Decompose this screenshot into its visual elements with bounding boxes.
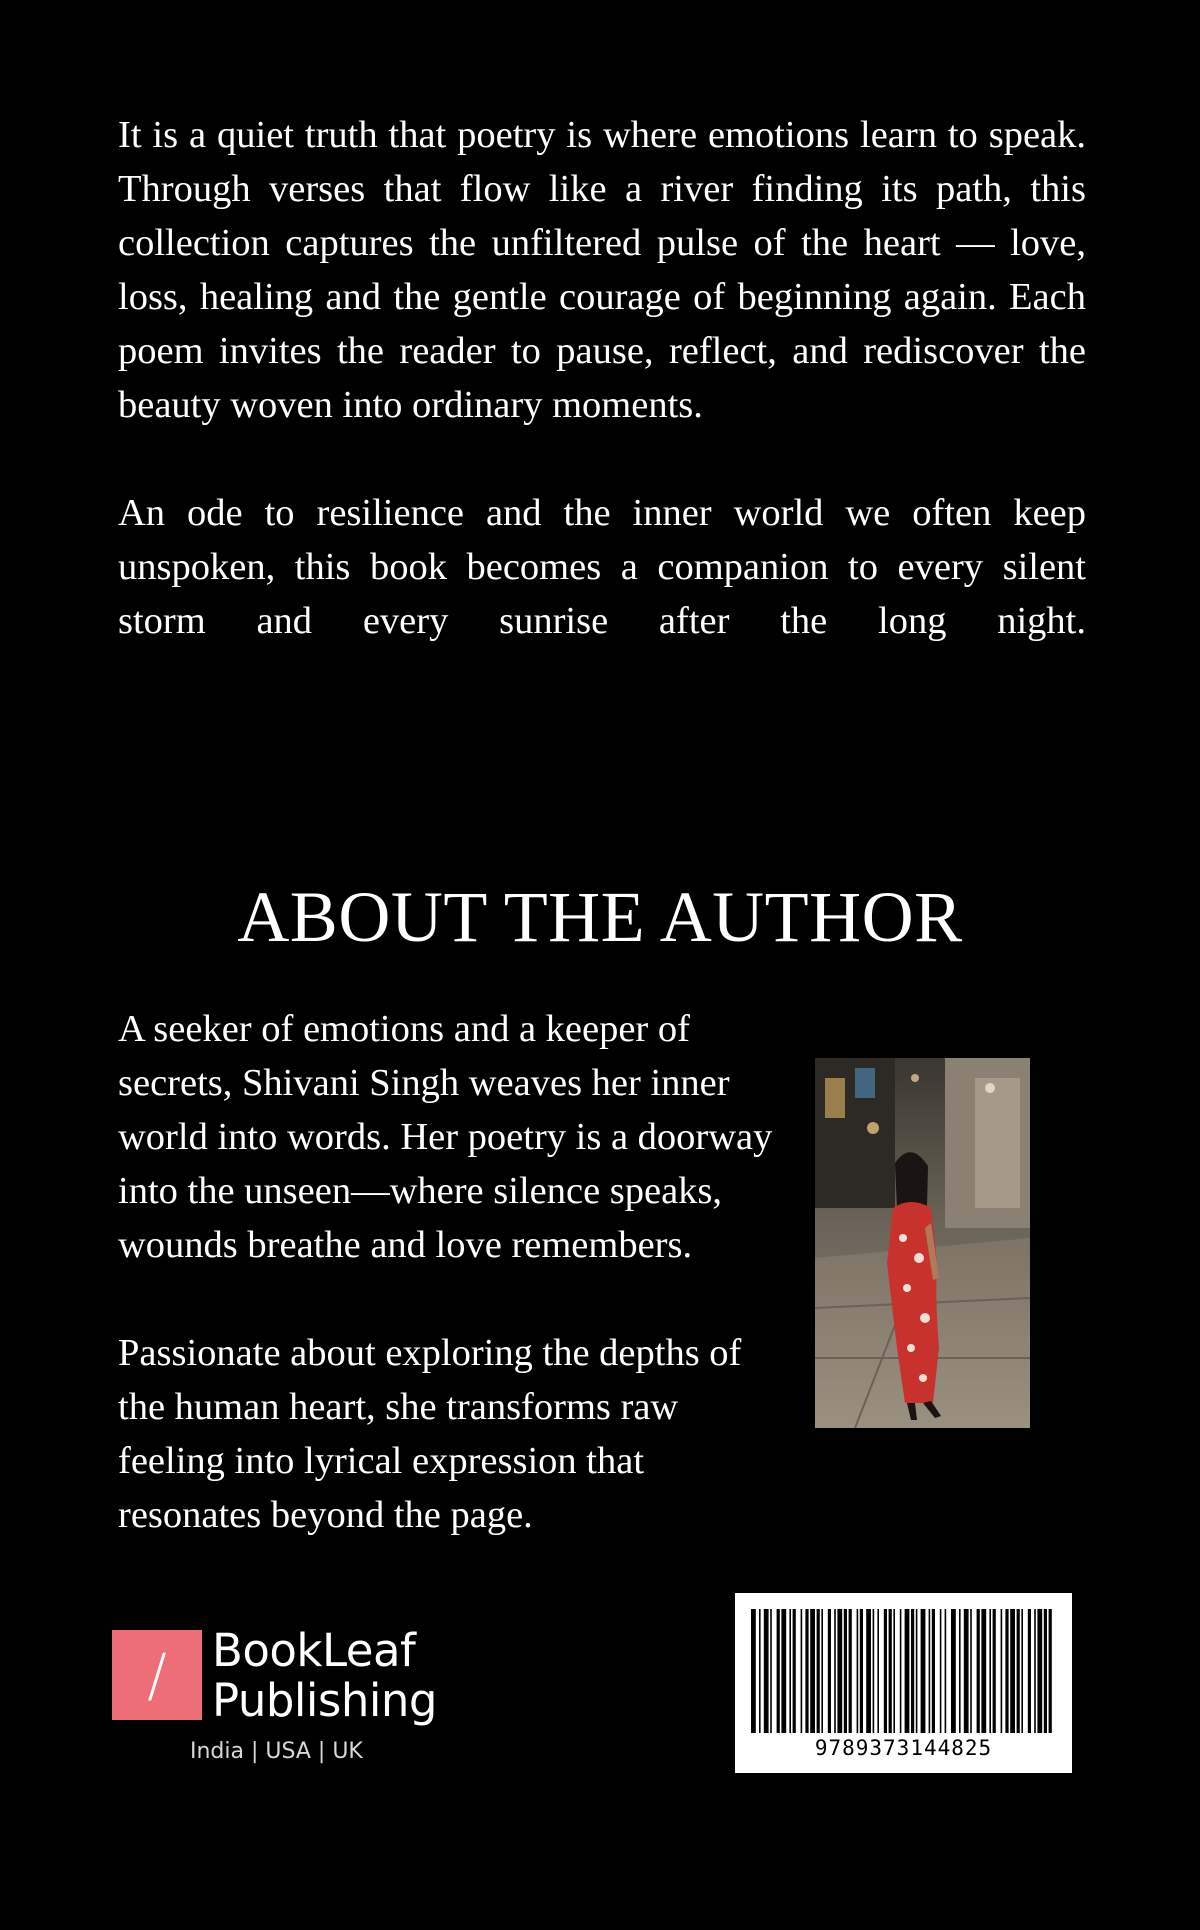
barcode-bar	[989, 1609, 991, 1733]
publisher-name-line1: BookLeaf	[212, 1624, 416, 1677]
barcode-bar	[873, 1609, 875, 1733]
barcode-bar	[1010, 1609, 1015, 1733]
author-bio	[118, 1002, 778, 1542]
barcode-bar	[877, 1609, 879, 1733]
barcode-bar	[770, 1609, 772, 1733]
barcode-bars	[749, 1609, 1058, 1733]
barcode-bar	[993, 1609, 996, 1733]
publisher-regions: India | USA | UK	[190, 1739, 363, 1764]
barcode-bar	[977, 1609, 980, 1733]
barcode-bar	[1044, 1609, 1047, 1733]
barcode-bar	[1005, 1609, 1008, 1733]
barcode-bar	[1017, 1609, 1020, 1733]
barcode-bar	[837, 1609, 842, 1733]
back-cover-blurb	[118, 108, 1086, 648]
barcode-bar	[889, 1609, 892, 1733]
barcode-bar	[844, 1609, 847, 1733]
barcode-bar	[951, 1609, 956, 1733]
blurb-paragraph-1: It is a quiet truth that poetry is where emotions learn to speak. Through verses that flow like a river finding its path, this collection captures the unfiltered pulse of the heart — love, loss, healing and the gentle courage of beginning again. Each poem invites the reader to pause, reflect, and rediscover the beauty woven into ordinary moments.	[118, 114, 1086, 426]
barcode-bar	[781, 1609, 786, 1733]
barcode-bar	[940, 1609, 942, 1733]
barcode-bar	[1001, 1609, 1003, 1733]
barcode-bar	[777, 1609, 780, 1733]
author-photo	[815, 1058, 1030, 1428]
blurb-paragraph-2: An ode to resilience and the inner world we often keep unspoken, this book becomes a companion to every silent storm and every sunrise after the long night.	[118, 492, 1086, 642]
author-bio-paragraph-2: Passionate about exploring the depths of the human heart, she transforms raw feeling into lyrical expression that resonates beyond the page.	[118, 1332, 742, 1536]
barcode-bar	[1034, 1609, 1036, 1733]
barcode-bar	[860, 1609, 863, 1733]
barcode-bar	[970, 1609, 972, 1733]
barcode-bar	[810, 1609, 815, 1733]
barcode-bar	[929, 1609, 931, 1733]
barcode-bar	[1021, 1609, 1023, 1733]
bookleaf-logo-icon	[112, 1630, 202, 1720]
barcode-bar	[793, 1609, 796, 1733]
barcode-bar	[1037, 1609, 1042, 1733]
publisher-name	[212, 1626, 437, 1726]
barcode-bar	[893, 1609, 895, 1733]
barcode-bar	[857, 1609, 859, 1733]
barcode-bar	[884, 1609, 887, 1733]
barcode-bar	[981, 1609, 986, 1733]
barcode-bar	[821, 1609, 823, 1733]
barcode-bar	[921, 1609, 926, 1733]
barcode-bar	[828, 1609, 831, 1733]
barcode-bar	[964, 1609, 969, 1733]
barcode-bar	[911, 1609, 914, 1733]
barcode-bar	[916, 1609, 918, 1733]
logo-slash-glyph: /	[147, 1641, 167, 1709]
barcode-bar	[789, 1609, 791, 1733]
barcode-bar	[751, 1609, 756, 1733]
barcode-bar	[849, 1609, 852, 1733]
publisher-name-line2: Publishing	[212, 1674, 437, 1727]
barcode-bar	[817, 1609, 820, 1733]
barcode-bar	[900, 1609, 902, 1733]
barcode-bar	[759, 1609, 761, 1733]
about-the-author-heading: ABOUT THE AUTHOR	[237, 877, 963, 957]
isbn-number: 9789373144825	[814, 1736, 993, 1760]
barcode-bar	[959, 1609, 961, 1733]
barcode-bar	[764, 1609, 769, 1733]
author-bio-paragraph-1: A seeker of emotions and a keeper of secrets, Shivani Singh weaves her inner world into words. Her poetry is a doorway into the unseen—where silence speaks, wounds breathe and love remembers.	[118, 1008, 773, 1266]
barcode-bar	[1049, 1609, 1052, 1733]
barcode-bar	[932, 1609, 935, 1733]
barcode-bar	[805, 1609, 808, 1733]
barcode-bar	[834, 1609, 836, 1733]
barcode-bar	[1028, 1609, 1031, 1733]
barcode-bar	[801, 1609, 803, 1733]
barcode-bar	[866, 1609, 871, 1733]
barcode-bar	[905, 1609, 910, 1733]
isbn-barcode	[735, 1593, 1072, 1773]
barcode-bar	[945, 1609, 947, 1733]
